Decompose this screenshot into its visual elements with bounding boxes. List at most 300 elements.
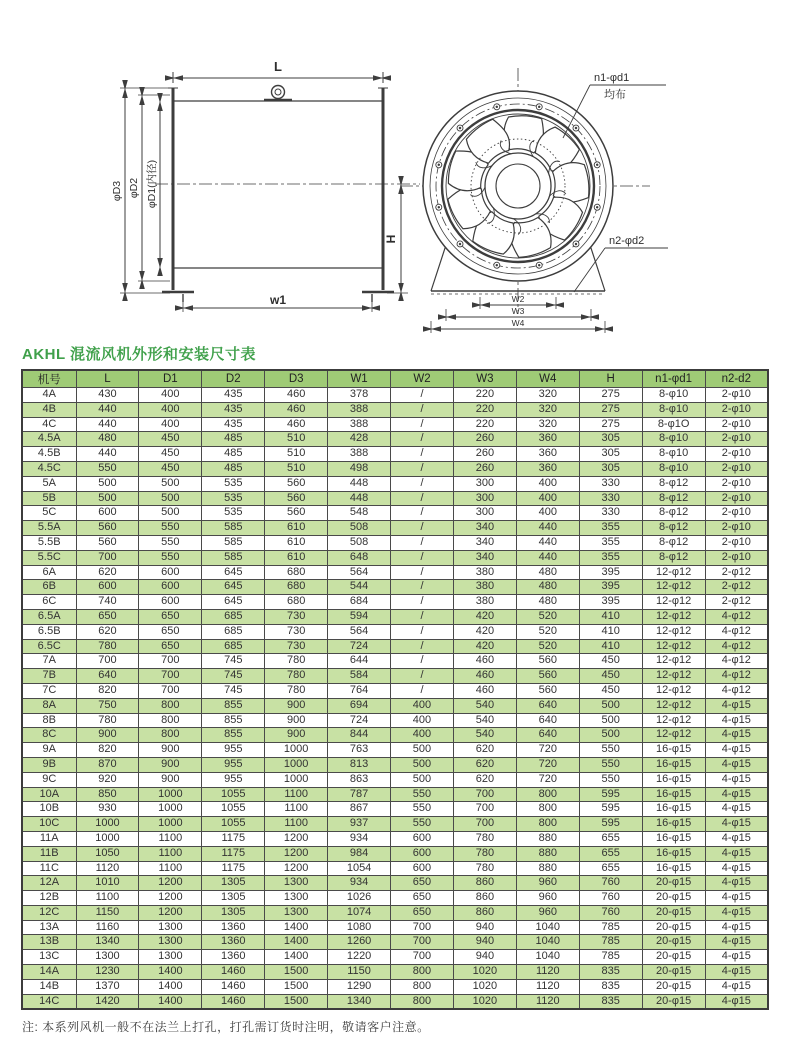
- table-cell: 400: [516, 476, 579, 491]
- table-cell: 400: [391, 713, 454, 728]
- table-row: [22, 388, 768, 403]
- table-row: [22, 713, 768, 728]
- table-cell: 1040: [516, 920, 579, 935]
- table-cell: 275: [579, 417, 642, 432]
- table-cell: 20-φ15: [642, 876, 705, 891]
- table-cell: 1300: [265, 876, 328, 891]
- table-cell: /: [391, 639, 454, 654]
- table-cell: 860: [453, 876, 516, 891]
- table-cell: 650: [391, 876, 454, 891]
- table-cell: 10B: [22, 802, 76, 817]
- table-cell: 780: [76, 639, 139, 654]
- table-cell: /: [391, 550, 454, 565]
- table-cell: 5.5B: [22, 535, 76, 550]
- table-cell: 934: [328, 831, 391, 846]
- table-cell: 535: [202, 491, 265, 506]
- table-cell: 4-φ15: [705, 728, 768, 743]
- table-cell: 835: [579, 979, 642, 994]
- table-cell: 645: [202, 580, 265, 595]
- table-cell: 645: [202, 595, 265, 610]
- table-cell: 1175: [202, 846, 265, 861]
- table-cell: 800: [516, 817, 579, 832]
- table-cell: 700: [391, 950, 454, 965]
- table-cell: 900: [139, 743, 202, 758]
- table-cell: 500: [579, 698, 642, 713]
- table-cell: 12-φ12: [642, 728, 705, 743]
- table-cell: 14B: [22, 979, 76, 994]
- table-cell: 460: [265, 388, 328, 403]
- table-cell: 20-φ15: [642, 979, 705, 994]
- table-cell: 1305: [202, 891, 265, 906]
- table-cell: 640: [76, 669, 139, 684]
- table-cell: 355: [579, 535, 642, 550]
- table-cell: 984: [328, 846, 391, 861]
- table-cell: 520: [516, 609, 579, 624]
- table-cell: 500: [139, 506, 202, 521]
- table-cell: 780: [76, 713, 139, 728]
- table-row: [22, 550, 768, 565]
- table-cell: /: [391, 447, 454, 462]
- table-cell: 1055: [202, 817, 265, 832]
- column-header: 机号: [22, 370, 76, 388]
- table-cell: 650: [139, 624, 202, 639]
- table-cell: 595: [579, 802, 642, 817]
- table-cell: 2-φ10: [705, 402, 768, 417]
- table-cell: 500: [76, 491, 139, 506]
- table-row: [22, 624, 768, 639]
- table-cell: 855: [202, 713, 265, 728]
- table-cell: 20-φ15: [642, 994, 705, 1009]
- table-cell: 400: [139, 388, 202, 403]
- table-cell: 730: [265, 624, 328, 639]
- table-cell: 500: [139, 476, 202, 491]
- table-cell: 720: [516, 757, 579, 772]
- dim-label-L: L: [274, 59, 282, 74]
- table-cell: 4B: [22, 402, 76, 417]
- table-cell: 594: [328, 609, 391, 624]
- table-cell: 860: [453, 905, 516, 920]
- table-cell: 12-φ12: [642, 669, 705, 684]
- table-cell: 1290: [328, 979, 391, 994]
- column-header: H: [579, 370, 642, 388]
- table-cell: 760: [579, 891, 642, 906]
- table-cell: 510: [265, 447, 328, 462]
- table-cell: 1054: [328, 861, 391, 876]
- table-row: [22, 772, 768, 787]
- table-cell: 275: [579, 402, 642, 417]
- table-cell: 600: [76, 506, 139, 521]
- table-cell: 11A: [22, 831, 76, 846]
- table-cell: 1000: [139, 787, 202, 802]
- table-cell: 595: [579, 817, 642, 832]
- table-cell: 1040: [516, 935, 579, 950]
- table-cell: 763: [328, 743, 391, 758]
- table-cell: 930: [76, 802, 139, 817]
- table-cell: 480: [516, 595, 579, 610]
- table-cell: 655: [579, 831, 642, 846]
- table-cell: 500: [391, 743, 454, 758]
- table-cell: 8-φ1O: [642, 417, 705, 432]
- table-header: [22, 370, 768, 388]
- column-header: W3: [453, 370, 516, 388]
- table-cell: 16-φ15: [642, 757, 705, 772]
- table-cell: 1000: [139, 817, 202, 832]
- table-cell: 1400: [139, 979, 202, 994]
- table-cell: /: [391, 491, 454, 506]
- table-cell: 14C: [22, 994, 76, 1009]
- table-cell: 1400: [265, 935, 328, 950]
- column-header: W1: [328, 370, 391, 388]
- dim-label-w2: W2: [511, 294, 525, 304]
- table-cell: 800: [391, 965, 454, 980]
- table-cell: 1120: [76, 861, 139, 876]
- table-cell: 395: [579, 580, 642, 595]
- table-row: [22, 535, 768, 550]
- table-cell: 560: [76, 521, 139, 536]
- table-cell: 1100: [139, 861, 202, 876]
- table-cell: 1120: [516, 979, 579, 994]
- table-cell: 645: [202, 565, 265, 580]
- table-cell: /: [391, 388, 454, 403]
- table-cell: 340: [453, 550, 516, 565]
- column-header: W2: [391, 370, 454, 388]
- table-cell: 4-φ15: [705, 846, 768, 861]
- table-cell: 6.5A: [22, 609, 76, 624]
- table-cell: 6.5B: [22, 624, 76, 639]
- table-cell: 1200: [139, 876, 202, 891]
- table-cell: /: [391, 432, 454, 447]
- table-cell: 16-φ15: [642, 802, 705, 817]
- table-cell: 13B: [22, 935, 76, 950]
- table-row: [22, 698, 768, 713]
- table-cell: 835: [579, 994, 642, 1009]
- table-row: [22, 595, 768, 610]
- table-cell: 1200: [265, 861, 328, 876]
- table-cell: 745: [202, 654, 265, 669]
- table-cell: 508: [328, 535, 391, 550]
- table-row: [22, 787, 768, 802]
- table-cell: 1055: [202, 802, 265, 817]
- table-cell: 870: [76, 757, 139, 772]
- table-cell: 550: [579, 757, 642, 772]
- table-cell: 937: [328, 817, 391, 832]
- table-cell: 550: [391, 802, 454, 817]
- table-row: [22, 654, 768, 669]
- table-cell: 1220: [328, 950, 391, 965]
- table-cell: 694: [328, 698, 391, 713]
- table-cell: 8-φ10: [642, 388, 705, 403]
- table-cell: 9B: [22, 757, 76, 772]
- table-row: [22, 402, 768, 417]
- table-cell: 420: [453, 639, 516, 654]
- table-cell: 5C: [22, 506, 76, 521]
- table-cell: 750: [76, 698, 139, 713]
- table-cell: 5.5A: [22, 521, 76, 536]
- table-cell: 448: [328, 476, 391, 491]
- table-cell: 600: [76, 580, 139, 595]
- table-cell: 544: [328, 580, 391, 595]
- table-body: [22, 388, 768, 1010]
- table-cell: 550: [139, 535, 202, 550]
- table-cell: /: [391, 595, 454, 610]
- table-cell: 12-φ12: [642, 698, 705, 713]
- table-cell: 8-φ12: [642, 521, 705, 536]
- footnote: 注: 本系列风机一般不在法兰上打孔，打孔需订货时注明，敬请客户注意。: [22, 1020, 430, 1034]
- table-cell: 4-φ15: [705, 891, 768, 906]
- table-row: [22, 417, 768, 432]
- table-cell: 835: [579, 965, 642, 980]
- table-cell: 12C: [22, 905, 76, 920]
- table-cell: 940: [453, 950, 516, 965]
- column-header: D1: [139, 370, 202, 388]
- table-row: [22, 876, 768, 891]
- table-row: [22, 994, 768, 1009]
- table-cell: 745: [202, 669, 265, 684]
- table-cell: 4-φ15: [705, 757, 768, 772]
- table-row: [22, 476, 768, 491]
- table-cell: 955: [202, 772, 265, 787]
- table-cell: 8-φ10: [642, 461, 705, 476]
- dim-label-w3: W3: [511, 306, 525, 316]
- dimensions-table: [21, 369, 769, 1010]
- table-cell: 305: [579, 432, 642, 447]
- table-cell: 535: [202, 476, 265, 491]
- table-cell: 550: [76, 461, 139, 476]
- table-cell: 1074: [328, 905, 391, 920]
- table-row: [22, 950, 768, 965]
- table-cell: 400: [139, 402, 202, 417]
- table-cell: 220: [453, 402, 516, 417]
- table-cell: 1400: [139, 994, 202, 1009]
- table-cell: 440: [516, 521, 579, 536]
- table-cell: 585: [202, 550, 265, 565]
- table-cell: 1300: [139, 950, 202, 965]
- table-cell: 20-φ15: [642, 905, 705, 920]
- table-cell: 540: [453, 728, 516, 743]
- table-cell: 275: [579, 388, 642, 403]
- table-cell: 1000: [265, 772, 328, 787]
- table-row: [22, 757, 768, 772]
- table-cell: 4-φ15: [705, 861, 768, 876]
- table-cell: 584: [328, 669, 391, 684]
- table-cell: 960: [516, 905, 579, 920]
- table-cell: 2-φ10: [705, 535, 768, 550]
- table-cell: 12-φ12: [642, 713, 705, 728]
- table-cell: 5B: [22, 491, 76, 506]
- table-cell: 16-φ15: [642, 772, 705, 787]
- table-cell: 440: [76, 417, 139, 432]
- table-cell: 20-φ15: [642, 920, 705, 935]
- table-cell: 440: [516, 550, 579, 565]
- table-cell: 4-φ15: [705, 831, 768, 846]
- table-cell: 11C: [22, 861, 76, 876]
- table-cell: 12-φ12: [642, 609, 705, 624]
- table-cell: 8-φ12: [642, 535, 705, 550]
- table-cell: 1150: [76, 905, 139, 920]
- table-cell: 450: [139, 447, 202, 462]
- table-cell: 564: [328, 624, 391, 639]
- table-cell: 12-φ12: [642, 580, 705, 595]
- table-cell: 1230: [76, 965, 139, 980]
- table-cell: 220: [453, 417, 516, 432]
- table-cell: 16-φ15: [642, 846, 705, 861]
- table-cell: 1360: [202, 935, 265, 950]
- table-cell: 560: [265, 506, 328, 521]
- table-cell: 4-φ15: [705, 876, 768, 891]
- table-cell: 655: [579, 846, 642, 861]
- table-cell: 13C: [22, 950, 76, 965]
- table-cell: 900: [265, 713, 328, 728]
- table-cell: 867: [328, 802, 391, 817]
- table-cell: 480: [516, 565, 579, 580]
- table-cell: 620: [76, 565, 139, 580]
- table-cell: 510: [265, 461, 328, 476]
- table-row: [22, 905, 768, 920]
- table-cell: 600: [139, 580, 202, 595]
- table-cell: 20-φ15: [642, 965, 705, 980]
- table-cell: 1026: [328, 891, 391, 906]
- fan-side-view-drawing: [100, 56, 420, 348]
- table-cell: 650: [391, 891, 454, 906]
- table-row: [22, 861, 768, 876]
- table-cell: 435: [202, 388, 265, 403]
- table-cell: 4-φ12: [705, 683, 768, 698]
- table-cell: 785: [579, 950, 642, 965]
- table-cell: 1260: [328, 935, 391, 950]
- table-cell: 6B: [22, 580, 76, 595]
- table-cell: 640: [516, 698, 579, 713]
- table-cell: 1100: [76, 891, 139, 906]
- table-cell: 1055: [202, 787, 265, 802]
- table-cell: 685: [202, 639, 265, 654]
- table-cell: /: [391, 669, 454, 684]
- table-cell: 460: [265, 417, 328, 432]
- table-cell: 1000: [265, 757, 328, 772]
- table-cell: 16-φ15: [642, 743, 705, 758]
- table-cell: 1305: [202, 905, 265, 920]
- table-cell: 460: [453, 669, 516, 684]
- table-cell: 7C: [22, 683, 76, 698]
- table-cell: 16-φ15: [642, 817, 705, 832]
- label-n1-evenly: 均布: [604, 89, 626, 101]
- table-row: [22, 580, 768, 595]
- table-cell: 955: [202, 743, 265, 758]
- table-cell: 485: [202, 461, 265, 476]
- table-cell: 655: [579, 861, 642, 876]
- table-row: [22, 891, 768, 906]
- table-cell: 700: [453, 802, 516, 817]
- table-cell: 724: [328, 713, 391, 728]
- table-cell: 780: [453, 846, 516, 861]
- table-cell: 260: [453, 461, 516, 476]
- table-cell: 460: [265, 402, 328, 417]
- table-cell: 800: [391, 979, 454, 994]
- table-cell: 480: [516, 580, 579, 595]
- table-cell: 460: [453, 654, 516, 669]
- table-cell: /: [391, 461, 454, 476]
- table-cell: 640: [516, 728, 579, 743]
- table-cell: 2-φ10: [705, 461, 768, 476]
- table-cell: 844: [328, 728, 391, 743]
- table-cell: 4-φ12: [705, 654, 768, 669]
- table-cell: 740: [76, 595, 139, 610]
- table-row: [22, 669, 768, 684]
- table-cell: 4-φ12: [705, 624, 768, 639]
- column-header: L: [76, 370, 139, 388]
- table-cell: 510: [265, 432, 328, 447]
- table-cell: 650: [76, 609, 139, 624]
- table-cell: 880: [516, 861, 579, 876]
- table-cell: 395: [579, 595, 642, 610]
- table-cell: 1305: [202, 876, 265, 891]
- table-cell: 700: [391, 920, 454, 935]
- table-cell: 8-φ12: [642, 506, 705, 521]
- table-cell: 610: [265, 550, 328, 565]
- table-cell: 540: [453, 713, 516, 728]
- table-cell: 12-φ12: [642, 639, 705, 654]
- table-cell: 800: [139, 698, 202, 713]
- table-cell: 800: [139, 713, 202, 728]
- table-cell: 1300: [139, 920, 202, 935]
- table-cell: 4-φ12: [705, 639, 768, 654]
- table-cell: 1200: [265, 831, 328, 846]
- table-cell: 540: [453, 698, 516, 713]
- table-cell: 305: [579, 447, 642, 462]
- table-cell: 745: [202, 683, 265, 698]
- table-cell: 900: [139, 757, 202, 772]
- table-cell: 2-φ10: [705, 506, 768, 521]
- table-cell: 4C: [22, 417, 76, 432]
- table-cell: 8-φ12: [642, 491, 705, 506]
- table-cell: 360: [516, 447, 579, 462]
- table-cell: 355: [579, 521, 642, 536]
- table-cell: 8B: [22, 713, 76, 728]
- table-cell: 5A: [22, 476, 76, 491]
- table-cell: 700: [391, 935, 454, 950]
- table-cell: 1100: [139, 831, 202, 846]
- table-cell: 934: [328, 876, 391, 891]
- table-cell: 4-φ15: [705, 802, 768, 817]
- table-cell: 650: [139, 609, 202, 624]
- table-cell: 860: [453, 891, 516, 906]
- table-cell: /: [391, 417, 454, 432]
- table-cell: 560: [516, 683, 579, 698]
- table-cell: 600: [139, 565, 202, 580]
- table-cell: 2-φ10: [705, 417, 768, 432]
- table-cell: 1460: [202, 979, 265, 994]
- table-cell: 780: [453, 831, 516, 846]
- table-cell: 650: [139, 639, 202, 654]
- table-cell: 1120: [516, 994, 579, 1009]
- dim-label-d2: φD2: [128, 177, 140, 199]
- table-cell: 16-φ15: [642, 831, 705, 846]
- table-cell: 485: [202, 447, 265, 462]
- table-cell: 785: [579, 920, 642, 935]
- table-row: [22, 802, 768, 817]
- column-header: D2: [202, 370, 265, 388]
- table-cell: 6A: [22, 565, 76, 580]
- table-cell: 11B: [22, 846, 76, 861]
- dim-label-d3: φD3: [111, 180, 123, 202]
- table-cell: 4-φ15: [705, 935, 768, 950]
- dim-label-d1: φD1(内径): [146, 159, 158, 209]
- table-cell: 550: [139, 550, 202, 565]
- table-cell: 400: [516, 506, 579, 521]
- table-cell: 12-φ12: [642, 654, 705, 669]
- table-cell: 8-φ12: [642, 550, 705, 565]
- table-cell: 960: [516, 876, 579, 891]
- table-cell: 1300: [139, 935, 202, 950]
